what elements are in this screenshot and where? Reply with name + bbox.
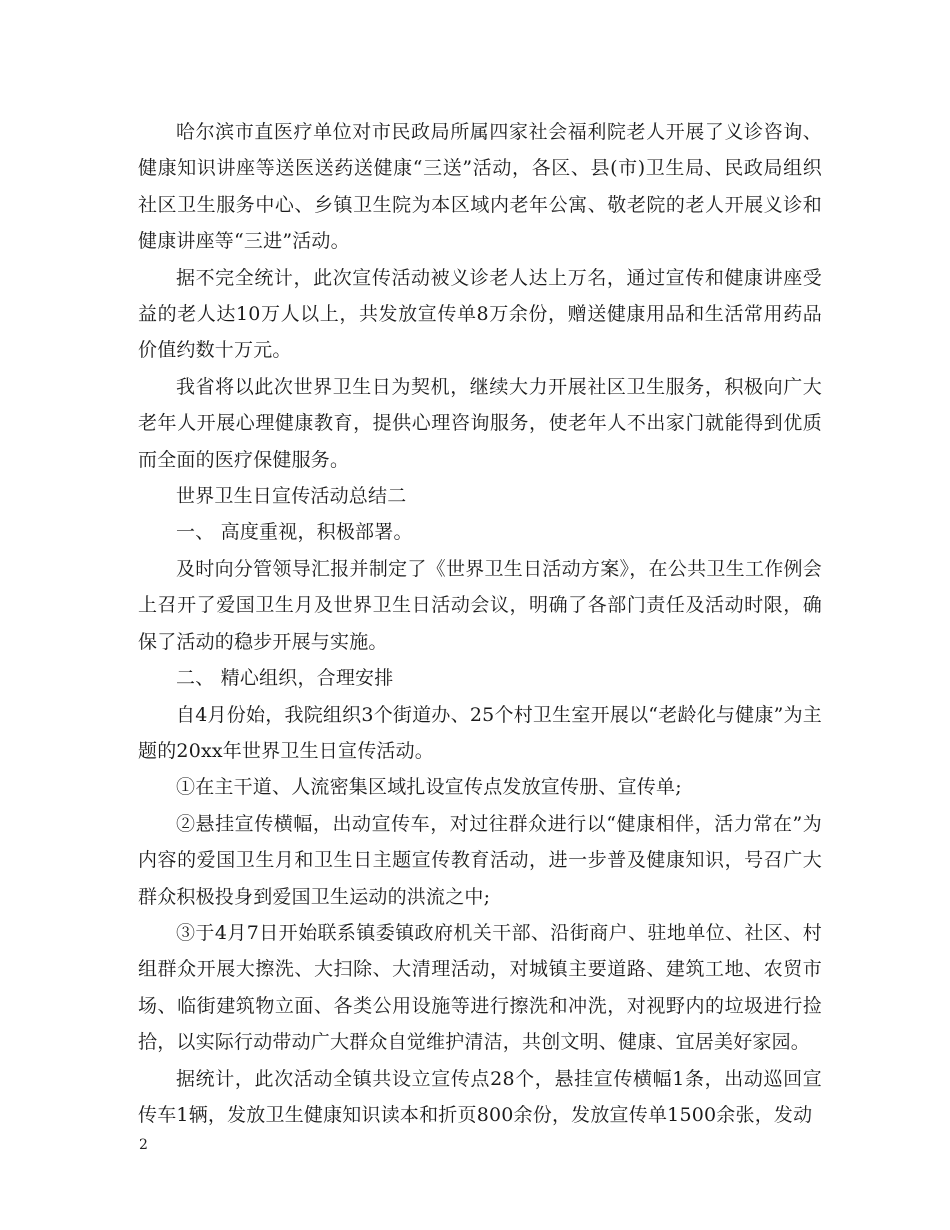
paragraph-intro-elderly-clinic: 哈尔滨市直医疗单位对市民政局所属四家社会福利院老人开展了义诊咨询、健康知识讲座等送医送药送健康“三送”活动，各区、县(市)卫生局、民政局组织社区卫生服务中心、乡镇卫生院为本区域内老年公寓、敬老院的老人开展义诊和健康讲座等“三进”活动。 [138, 121, 822, 253]
paragraph-april-activity: 自4月份始，我院组织3个街道办、25个村卫生室开展以“老龄化与健康”为主题的20xx年世界卫生日宣传活动。 [138, 703, 822, 762]
list-item-two: ②悬挂宣传横幅，出动宣传车，对过往群众进行以“健康相伴，活力常在”为内容的爱国卫生月和卫生日主题宣传教育活动，进一步普及健康知识，号召广大群众积极投身到爱国卫生运动的洪流之中; [138, 812, 822, 908]
section-heading-summary-two: 世界卫生日宣传活动总结二 [176, 485, 407, 508]
page-number: 2 [139, 1137, 148, 1153]
paragraph-province-plan: 我省将以此次世界卫生日为契机，继续大力开展社区卫生服务，积极向广大老年人开展心理健康教育，提供心理咨询服务，使老年人不出家门就能得到优质而全面的医疗保健服务。 [138, 375, 822, 471]
paragraph-report-plan: 及时向分管领导汇报并制定了《世界卫生日活动方案》，在公共卫生工作例会上召开了爱国卫生月及世界卫生日活动会议，明确了各部门责任及活动时限，确保了活动的稳步开展与实施。 [138, 557, 822, 653]
list-item-three: ③于4月7日开始联系镇委镇政府机关干部、沿街商户、驻地单位、社区、村组群众开展大擦洗、大扫除、大清理活动，对城镇主要道路、建筑工地、农贸市场、临街建筑物立面、各类公用设施等进行擦洗和冲洗，对视野内的垃圾进行捡拾，以实际行动带动广大群众自觉维护清洁，共创文明、健康、宜居美好家园。 [138, 921, 822, 1054]
paragraph-activity-statistics: 据统计，此次活动全镇共设立宣传点28个，悬挂宣传横幅1条，出动巡回宣传车1辆，发放卫生健康知识读本和折页800余份，发放宣传单1500余张，发动 [138, 1067, 822, 1126]
list-item-one: ①在主干道、人流密集区域扎设宣传点发放宣传册、宣传单; [176, 776, 682, 799]
document-body [138, 114, 822, 1133]
subheading-one: 一、 高度重视，积极部署。 [176, 521, 413, 544]
subheading-two: 二、 精心组织，合理安排 [176, 667, 394, 690]
paragraph-statistics: 据不完全统计，此次宣传活动被义诊老人达上万名，通过宣传和健康讲座受益的老人达10万人以上，共发放宣传单8万余份，赠送健康用品和生活常用药品价值约数十万元。 [138, 266, 822, 362]
